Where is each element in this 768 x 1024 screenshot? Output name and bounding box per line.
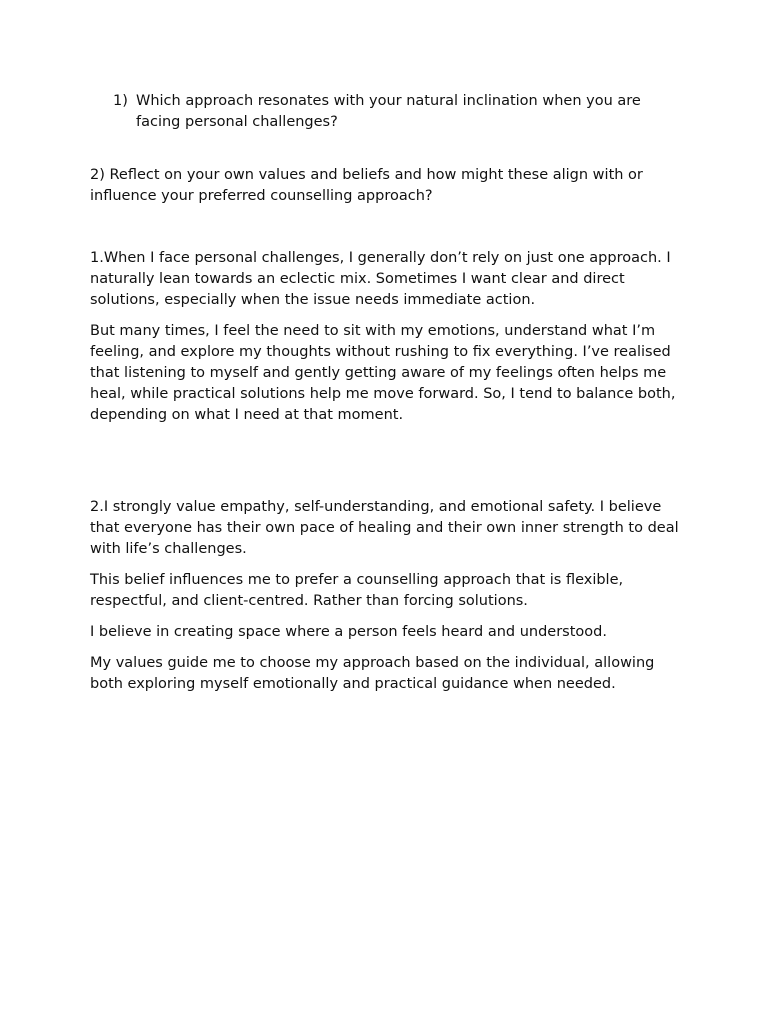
answer-1 bbox=[90, 248, 685, 426]
answer-1-paragraph: 1.When I face personal challenges, I generally don’t rely on just one approach. I naturally lean towards an eclectic mix. Sometimes I want clear and direct solutions, especially when the issue needs immediate action. bbox=[90, 250, 671, 308]
question-2-text: 2) Reflect on your own values and beliefs and how might these align with or influence your preferred counselling approach? bbox=[90, 167, 643, 204]
answer-2-paragraph: 2.I strongly value empathy, self-understanding, and emotional safety. I believe that everyone has their own pace of healing and their own inner strength to deal with life’s challenges. bbox=[90, 499, 679, 557]
answer-2-paragraph: My values guide me to choose my approach based on the individual, allowing both exploring myself emotionally and practical guidance when needed. bbox=[90, 655, 655, 692]
answer-2 bbox=[90, 497, 685, 695]
answer-2-paragraph: This belief influences me to prefer a counselling approach that is flexible, respectful, and client-centred. Rather than forcing solutions. bbox=[90, 572, 624, 609]
question-1-text: Which approach resonates with your natural inclination when you are facing personal challenges? bbox=[136, 93, 641, 130]
answer-1-paragraph: But many times, I feel the need to sit with my emotions, understand what I’m feeling, and explore my thoughts without rushing to fix everything. I’ve realised that listening to myself and gently getting aware of my feelings often helps me heal, while practical solutions help me move forward. So, I tend to balance both, depending on what I need at that moment. bbox=[90, 323, 676, 423]
question-2 bbox=[90, 165, 685, 207]
answer-2-paragraph: I believe in creating space where a person feels heard and understood. bbox=[90, 624, 607, 640]
question-1-number: 1) bbox=[113, 93, 128, 109]
question-1 bbox=[113, 91, 673, 133]
